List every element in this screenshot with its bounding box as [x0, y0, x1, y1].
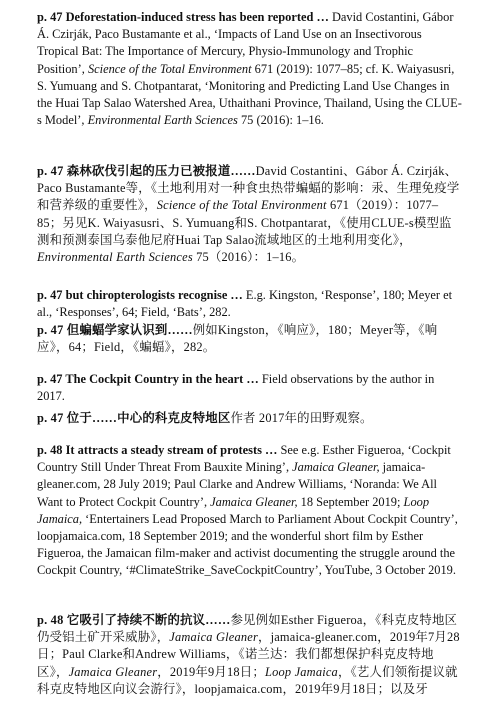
note-p3: p. 47 but chiropterologists recognise … E.g. Kingston, ‘Response’, 180; Meyer et al., ‘Responses’, 64; Field, ‘Bats’, 282.	[37, 288, 453, 320]
note-heading: p. 48 It attracts a steady stream of protests …	[37, 443, 278, 457]
note-p4: p. 47 但蝙蝠学家认识到……例如Kingston，《响应》，180；Meyer等，《响应》，64；Field，《蝙蝠》，282。	[37, 323, 438, 355]
note-heading: p. 47 森林砍伐引起的压力已被报道……	[37, 164, 256, 178]
note-heading: p. 47 位于……中心的科克皮特地区	[37, 411, 231, 425]
note-heading: p. 48 它吸引了持续不断的抗议……	[37, 613, 231, 627]
note-p8: p. 48 它吸引了持续不断的抗议……参见例如Esther Figueroa，《科克皮特地区仍受铝土矿开采威胁》，Jamaica Gleaner，jamaica-gleaner.com，2019年7月28日；Paul Clarke和Andrew Williams，《诺兰达：我们都想保护科克皮特地区》，Jamaica Gleaner，2019年9月18日；Loop Jamaica，《艺人们领衔提议就科克皮特地区向议会游行》，loopjamaica.com，2019年9月18日；以及牙	[37, 613, 460, 696]
note-heading: p. 47 但蝙蝠学家认识到……	[37, 323, 193, 337]
note-p2: p. 47 森林砍伐引起的压力已被报道……David Costantini、Gábor Á. Czirják、Paco Bustamante等，《土地利用对一种食虫热带蝙蝠的影响：汞、生理免疫学和营养级的重要性》，Science of the Total Environment 671（2019）：1077–85；另见K. Waiyasusri、S. Yumuang和S. Chotpantarat，《使用CLUE-s模型监测和预测泰国乌泰他尼府Huai Tap Salao流域地区的土地利用变化》，Environmental Earth Sciences 75（2016）：1–16。	[37, 164, 460, 265]
note-heading: p. 47 The Cockpit Country in the heart …	[37, 372, 259, 386]
note-heading: p. 47 but chiropterologists recognise …	[37, 288, 243, 302]
note-p5: p. 47 The Cockpit Country in the heart … Field observations by the author in 2017.	[37, 372, 435, 404]
note-p6: p. 47 位于……中心的科克皮特地区作者 2017年的田野观察。	[37, 411, 373, 425]
note-p1: p. 47 Deforestation-induced stress has been reported … David Costantini, Gábor Á. Czirják, Paco Bustamante et al., ‘Impacts of Land Use on an Insectivorous Tropical Bat: The Importance of Mercury, Physio-Immunology and Trophic Position’, Science of the Total Environment 671 (2019): 1077–85; cf. K. Waiyasusri, S. Yumuang and S. Chotpantarat, ‘Monitoring and Predicting Land Use Changes in the Huai Tap Salao Watershed Area, Uthaithani Province, Thailand, Using the CLUE-s Model’, Environmental Earth Sciences 75 (2016): 1–16.	[37, 10, 462, 128]
note-heading: p. 47 Deforestation-induced stress has been reported …	[37, 10, 329, 24]
note-p7: p. 48 It attracts a steady stream of protests … See e.g. Esther Figueroa, ‘Cockpit Country Still Under Threat From Bauxite Mining’, Jamaica Gleaner, jamaica-gleaner.com, 28 July 2019; Paul Clarke and Andrew Williams, ‘Noranda: We All Want to Protect Cockpit Country’, Jamaica Gleaner, 18 September 2019; Loop Jamaica, ‘Entertainers Lead Proposed March to Parliament About Cockpit Country’, loopjamaica.com, 18 September 2019; and the wonderful short film by Esther Figueroa, the Jamaican film-maker and activist documenting the struggle around the Cockpit Country, ‘#ClimateStrike_SaveCockpitCountry’, YouTube, 3 October 2019.	[37, 443, 458, 578]
